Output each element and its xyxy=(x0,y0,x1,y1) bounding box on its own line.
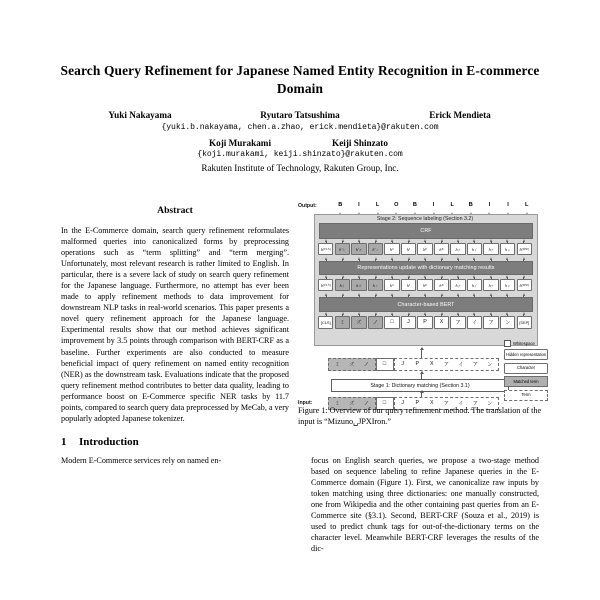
term-character: ノ xyxy=(363,362,369,369)
legend-item-term: Term xyxy=(504,390,548,401)
term-character: ア xyxy=(472,362,478,369)
author-row-2 xyxy=(60,138,540,148)
hidden-representation-cell: h ア xyxy=(483,279,498,291)
author-name: Yuki Nakayama xyxy=(108,110,172,121)
author-name: Keiji Shinzato xyxy=(332,137,388,148)
term-character: ア xyxy=(472,401,478,408)
hidden-representation-cell: h [SEP] xyxy=(517,243,532,255)
hidden-representation-cell: h' ズ xyxy=(351,243,366,255)
character-token: イ xyxy=(467,316,482,329)
arrow-input-to-stage1 xyxy=(419,390,424,397)
author-emails-1: {yuki.b.nakayama, chen.a.zhao, erick.mendieta}@rakuten.com xyxy=(161,122,439,132)
affiliation: Rakuten Institute of Technology, Rakuten Group, Inc. xyxy=(201,163,399,174)
term-character: X xyxy=(429,361,434,368)
whitespace-box: □ xyxy=(376,358,394,371)
section-title: Introduction xyxy=(79,435,139,448)
term-character: X xyxy=(429,400,434,407)
bert-bar: Character-based BERT xyxy=(319,297,533,312)
legend-item-whitespace xyxy=(504,340,546,347)
term-character: ア xyxy=(443,401,449,408)
hidden-representation-cell: h イ xyxy=(467,243,482,255)
abstract-text: In the E-Commerce domain, search query refinement reformulates malformed queries into canonicalized forms by preprocessing operations such as “term splitting” and “term merging”. Unfortunately, most relevant research is rather limited to English. In particular, there is a severe lack of study on search query refinement for the Japanese language. Furthermore, no attempt has ever been made to apply refinement methods to data improvement for downstream NLP tasks in real-world scenarios. This paper presents a novel query refinement approach for the Japanese language. Experimental results show that our method achieves significant improvement by 3.5 points through comparison with BERT-CRF as a baseline. Further experiments are also conducted to measure beneficial impact of query refinement on named entity recognition (NER) as the downstream task. Evaluations indicate that the proposed query refinement method contributes to better data quality, leading to performance boost on E-Commerce specific NER tasks by 11.7 points, compared to search query data preprocessed by MeCab, a very popularly adopted Japanese tokenizer. xyxy=(61,226,289,423)
character-token: [CLS] xyxy=(318,316,333,329)
term-character: イ xyxy=(458,401,464,408)
output-label: Output: xyxy=(298,203,317,209)
output-tag-row xyxy=(331,202,536,208)
hidden-representation-cell: h ン xyxy=(500,243,515,255)
figure-caption: Figure 1: Overview of our query refinement method. The translation of the input is “Mizuno␣JPXIron.” xyxy=(298,406,542,426)
stage1-output-term-row xyxy=(328,358,499,371)
legend-item-character: Character xyxy=(504,363,548,374)
whitespace-swatch-icon xyxy=(504,340,511,347)
character-token: ズ xyxy=(351,316,366,329)
hidden-representation-cell: h ア xyxy=(450,243,465,255)
character-token: X xyxy=(434,316,449,329)
term-box xyxy=(394,358,500,371)
character-token: J xyxy=(401,316,416,329)
introduction-text: Modern E-Commerce services rely on named en- xyxy=(61,455,222,465)
output-tag: L xyxy=(525,202,529,208)
hidden-representation-cell: h ン xyxy=(500,279,515,291)
hidden-representation-cell: h X xyxy=(434,279,449,291)
abstract-heading: Abstract xyxy=(157,205,193,216)
hidden-representation-cell: h J xyxy=(401,279,416,291)
hidden-representation-row-bert xyxy=(318,279,532,291)
term-character: ノ xyxy=(363,401,369,408)
term-character: ズ xyxy=(349,401,355,408)
output-tag: L xyxy=(450,202,454,208)
output-tag: I xyxy=(432,202,435,208)
term-character: J xyxy=(401,400,405,407)
figure-legend xyxy=(504,340,546,401)
left-column xyxy=(61,205,289,466)
whitespace-box: □ xyxy=(376,397,394,410)
arrow-stage1-bar-to-output xyxy=(419,371,424,379)
term-character: イ xyxy=(458,362,464,369)
input-label: Input: xyxy=(298,400,313,406)
section-heading-introduction xyxy=(61,436,289,448)
hidden-representation-cell: h イ xyxy=(467,279,482,291)
hidden-representation-cell: h ズ xyxy=(351,279,366,291)
hidden-representation-row-updated xyxy=(318,243,532,255)
right-column-text: focus on English search queries, we propose a two-stage method based on sequence labeling to refine Japanese queries in the E-Commerce domain (Figure 1). First, we canonicalize raw inputs by token matching using three dictionaries: one manually constructed, one from Wikipedia and the other containing past queries from an E-Commerce site (§3.1). Second, BERT-CRF (Souza et al., 2019) is used to predict chunk tags for out-of-the-dictionary terms on the character level. Meanwhile BERT-CRF leverages the results of the dic- xyxy=(311,456,539,554)
term-character: P xyxy=(415,361,420,368)
output-tag: I xyxy=(358,202,360,208)
legend-item-hidden-representation: Hidden representation xyxy=(504,349,548,360)
hidden-representation-cell: h ミ xyxy=(335,279,350,291)
page-title: Search Query Refinement for Japanese Named Entity Recognition in E-commerce Domain xyxy=(60,63,540,96)
hidden-representation-cell: h' ミ xyxy=(335,243,350,255)
representation-update-bar: Representations update with dictionary matching results xyxy=(319,261,533,275)
hidden-representation-cell: h ノ xyxy=(368,279,383,291)
output-tag: B xyxy=(338,202,343,208)
hidden-representation-cell: h [CLS] xyxy=(318,243,333,255)
stage2-title: Stage 2: Sequence labeling (Section 3.2) xyxy=(376,215,474,222)
output-tag: B xyxy=(412,202,417,208)
term-character: ミ xyxy=(334,401,340,408)
output-tag: O xyxy=(394,202,399,208)
crf-bar: CRF xyxy=(319,223,533,239)
character-token: ン xyxy=(500,316,515,329)
hidden-representation-cell: h ア xyxy=(450,279,465,291)
character-token-row xyxy=(318,316,532,329)
hidden-representation-cell: h ア xyxy=(483,243,498,255)
term-character: P xyxy=(415,400,420,407)
stage1-bar: Stage 1: Dictionary matching (Section 3.1) xyxy=(331,379,509,392)
hidden-representation-cell: h P xyxy=(417,279,432,291)
term-character: ン xyxy=(487,401,493,408)
hidden-representation-cell: h J xyxy=(401,243,416,255)
figure-1 xyxy=(298,202,547,408)
hidden-representation-cell: h P xyxy=(417,243,432,255)
hidden-representation-cell: h [CLS] xyxy=(318,279,333,291)
author-emails-2: {koji.murakami, keiji.shinzato}@rakuten.com xyxy=(197,150,403,160)
term-character: ン xyxy=(487,362,493,369)
term-character: ア xyxy=(443,362,449,369)
author-name: Erick Mendieta xyxy=(429,110,491,121)
hidden-representation-cell: h X xyxy=(434,243,449,255)
matched-term-box xyxy=(328,358,376,371)
author-name: Ryutaro Tatsushima xyxy=(260,110,340,121)
term-character: J xyxy=(401,361,405,368)
author-name: Koji Murakami xyxy=(208,137,271,148)
character-token: ノ xyxy=(368,316,383,329)
arrow-stage1-to-stage2 xyxy=(419,347,424,358)
character-token: ミ xyxy=(335,316,350,329)
character-token: □ xyxy=(384,316,399,329)
character-token: [SEP] xyxy=(517,316,532,329)
hidden-representation-cell: h □ xyxy=(384,243,399,255)
output-tag: B xyxy=(468,202,473,208)
output-tag: I xyxy=(488,202,491,208)
output-tag: L xyxy=(375,202,380,208)
term-character: ズ xyxy=(349,362,355,369)
character-token: P xyxy=(417,316,432,329)
right-column xyxy=(311,455,539,554)
author-row-1 xyxy=(60,110,540,120)
term-character: ミ xyxy=(334,362,340,369)
character-token: ア xyxy=(450,316,465,329)
legend-label: Whitespace xyxy=(513,341,535,346)
section-number: 1 xyxy=(61,435,67,448)
hidden-representation-cell: h' ノ xyxy=(368,243,383,255)
figure-canvas xyxy=(298,202,547,408)
character-token: ア xyxy=(483,316,498,329)
title-block xyxy=(60,62,540,173)
output-tag: I xyxy=(507,202,509,208)
hidden-representation-cell: h □ xyxy=(384,279,399,291)
legend-item-matched-term: Matched term xyxy=(504,376,548,387)
hidden-representation-cell: h [SEP] xyxy=(517,279,532,291)
